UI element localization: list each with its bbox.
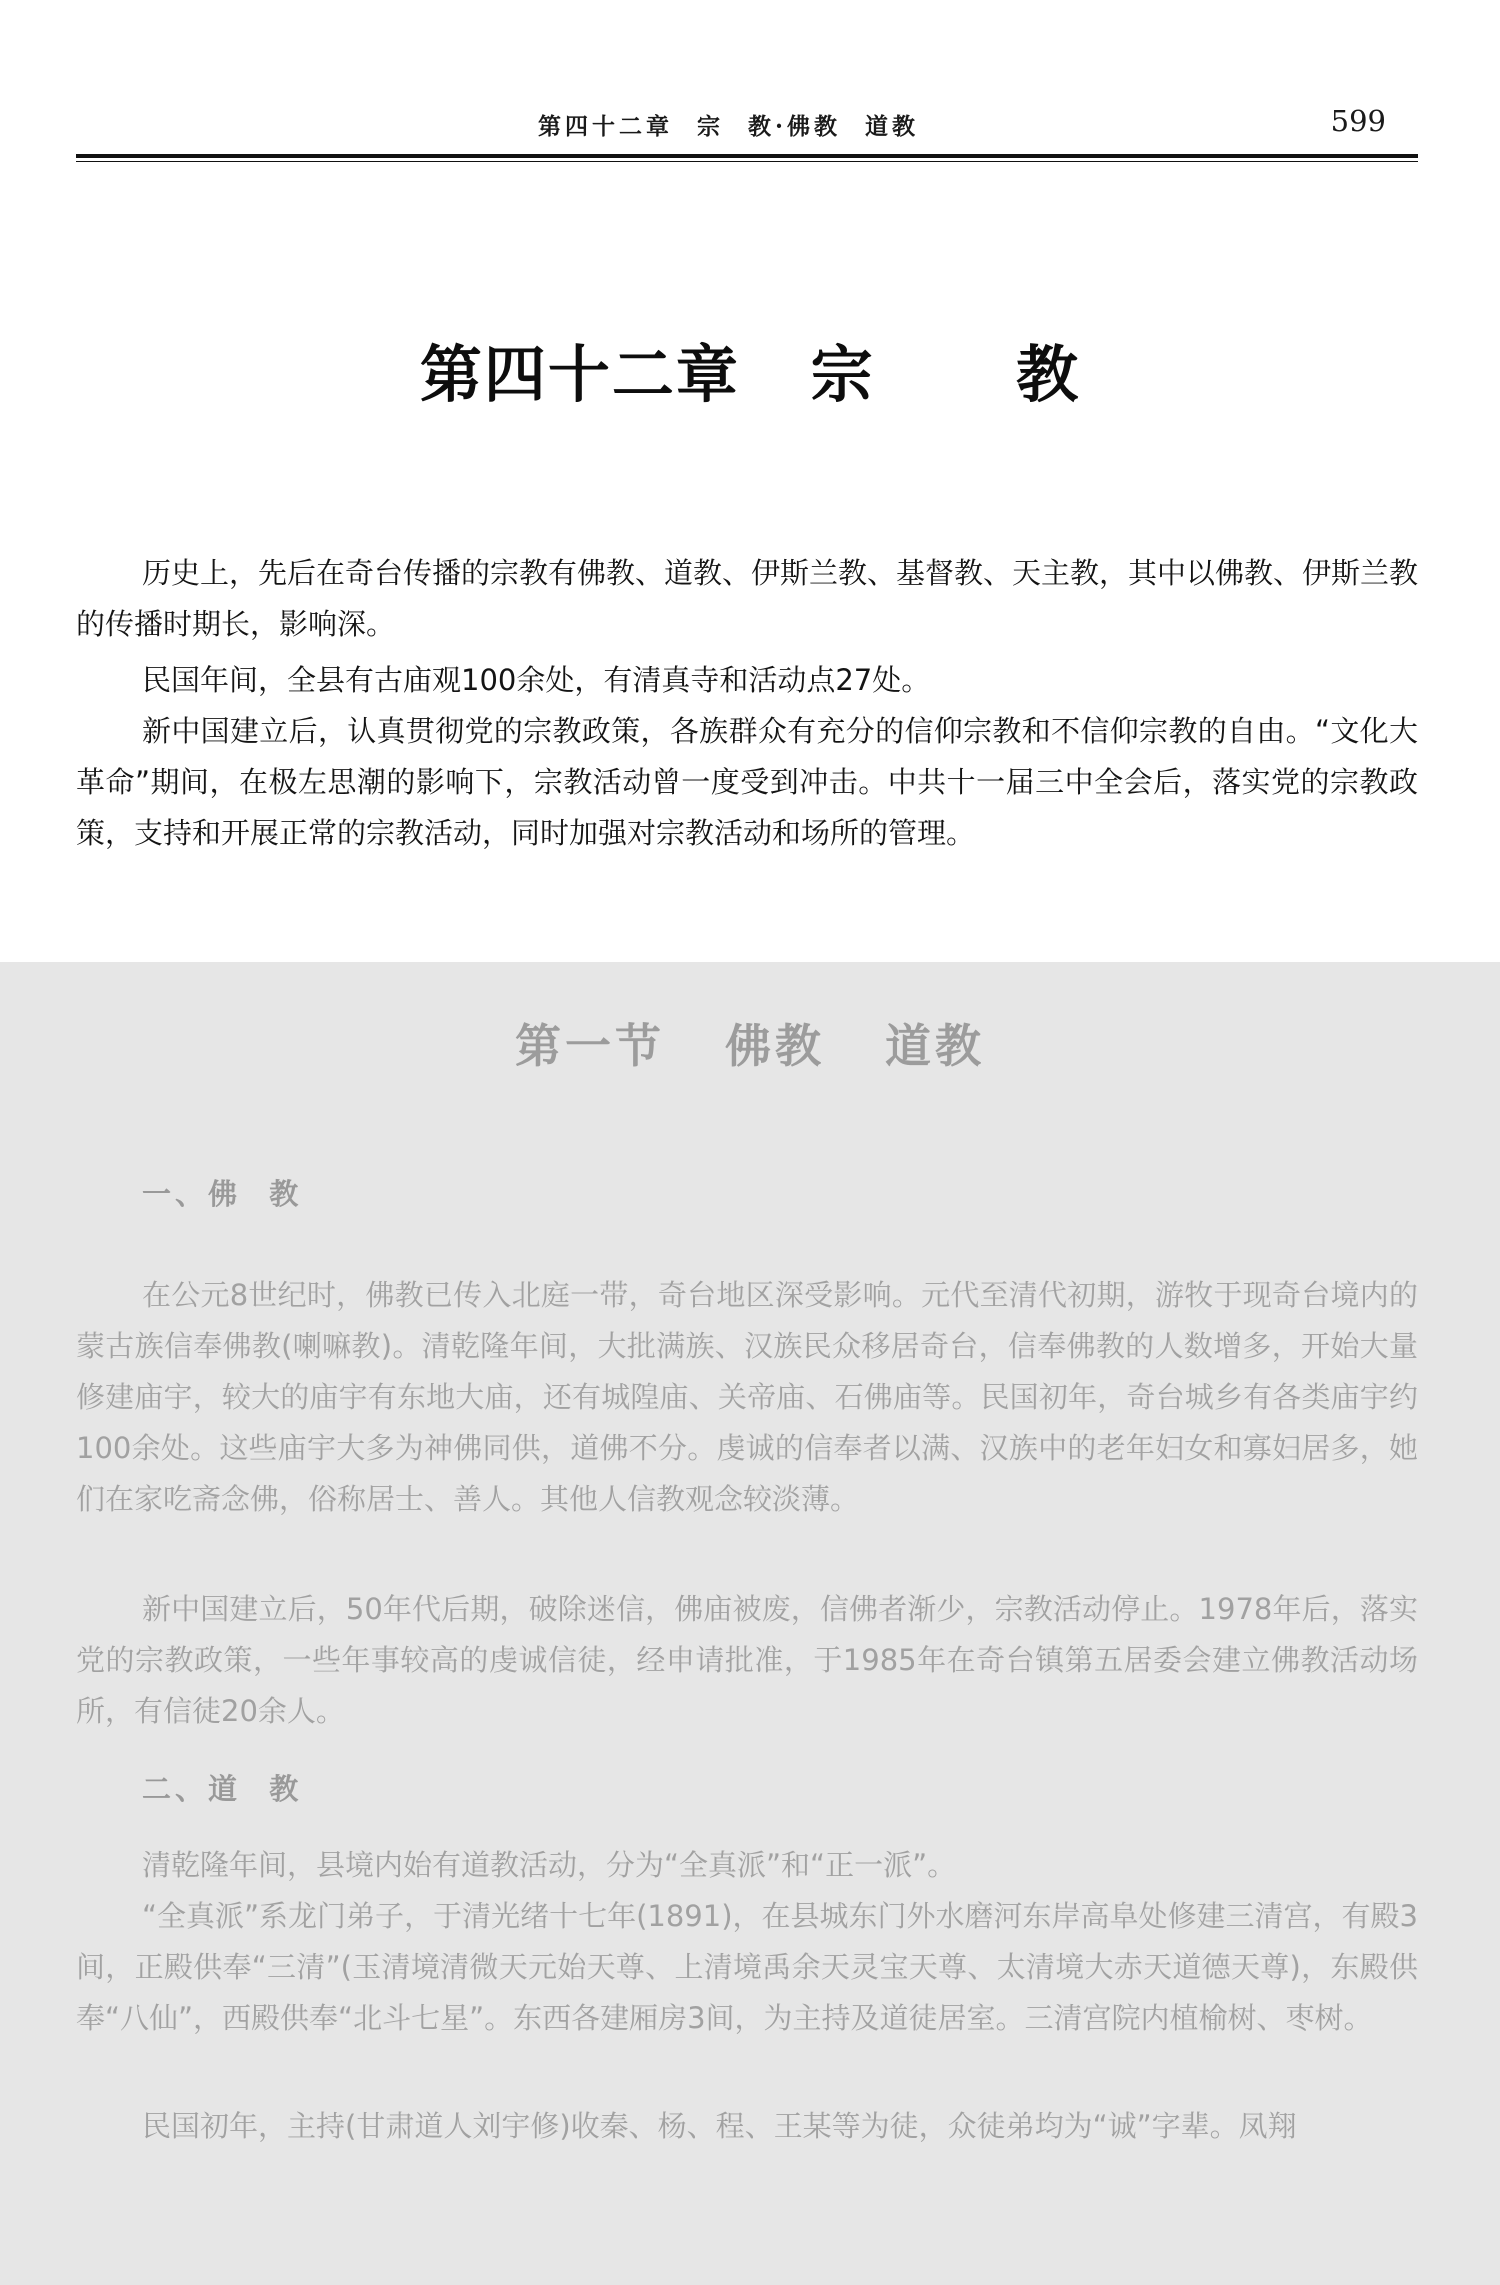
taoism-paragraph: 民国初年，主持(甘肃道人刘宇修)收秦、杨、程、王某等为徒，众徒弟均为“诚”字辈。凤翔 bbox=[142, 2109, 1297, 2143]
buddhism-paragraph: 新中国建立后，50年代后期，破除迷信，佛庙被废，信佛者渐少，宗教活动停止。1978年后，落实党的宗教政策，一些年事较高的虔诚信徒，经申请批准，于1985年在奇台镇第五居委会建立佛教活动场所，有信徒20余人。 bbox=[76, 1592, 1418, 1728]
subheading-buddhism: 一、佛 教 bbox=[142, 1177, 303, 1211]
subheading-taoism: 二、道 教 bbox=[142, 1772, 303, 1806]
taoism-paragraph: 清乾隆年间，县境内始有道教活动，分为“全真派”和“正一派”。 bbox=[142, 1848, 957, 1882]
header-rule-thin bbox=[76, 161, 1418, 162]
buddhism-paragraph: 在公元8世纪时，佛教已传入北庭一带，奇台地区深受影响。元代至清代初期，游牧于现奇台境内的蒙古族信奉佛教(喇嘛教)。清乾隆年间，大批满族、汉族民众移居奇台，信奉佛教的人数增多，开始大量修建庙宇，较大的庙宇有东地大庙，还有城隍庙、关帝庙、石佛庙等。民国初年，奇台城乡有各类庙宇约100余处。这些庙宇大多为神佛同供，道佛不分。虔诚的信奉者以满、汉族中的老年妇女和寡妇居多，她们在家吃斋念佛，俗称居士、善人。其他人信教观念较淡薄。 bbox=[76, 1278, 1418, 1516]
taoism-paragraph: “全真派”系龙门弟子，于清光绪十七年(1891)，在县城东门外水磨河东岸高阜处修建三清宫，有殿3间，正殿供奉“三清”(玉清境清微天元始天尊、上清境禹余天灵宝天尊、太清境大赤天道德天尊)，东殿供奉“八仙”，西殿供奉“北斗七星”。东西各建厢房3间，为主持及道徒居室。三清宫院内植榆树、枣树。 bbox=[76, 1899, 1418, 2035]
header-rule-thick bbox=[76, 154, 1418, 158]
page-number: 599 bbox=[1330, 104, 1386, 138]
intro-paragraph: 历史上，先后在奇台传播的宗教有佛教、道教、伊斯兰教、基督教、天主教，其中以佛教、伊斯兰教的传播时期长，影响深。 bbox=[76, 556, 1419, 641]
running-header bbox=[0, 96, 1500, 146]
running-title: 第四十二章 宗 教·佛教 道教 bbox=[538, 113, 920, 140]
intro-paragraph: 民国年间，全县有古庙观100余处，有清真寺和活动点27处。 bbox=[142, 663, 931, 697]
intro-paragraph: 新中国建立后，认真贯彻党的宗教政策，各族群众有充分的信仰宗教和不信仰宗教的自由。“文化大革命”期间，在极左思潮的影响下，宗教活动曾一度受到冲击。中共十一届三中全会后，落实党的宗教政策，支持和开展正常的宗教活动，同时加强对宗教活动和场所的管理。 bbox=[76, 714, 1418, 850]
chapter-title: 第四十二章 宗 教 bbox=[419, 338, 1081, 411]
section-title: 第一节 佛教 道教 bbox=[514, 1019, 986, 1073]
